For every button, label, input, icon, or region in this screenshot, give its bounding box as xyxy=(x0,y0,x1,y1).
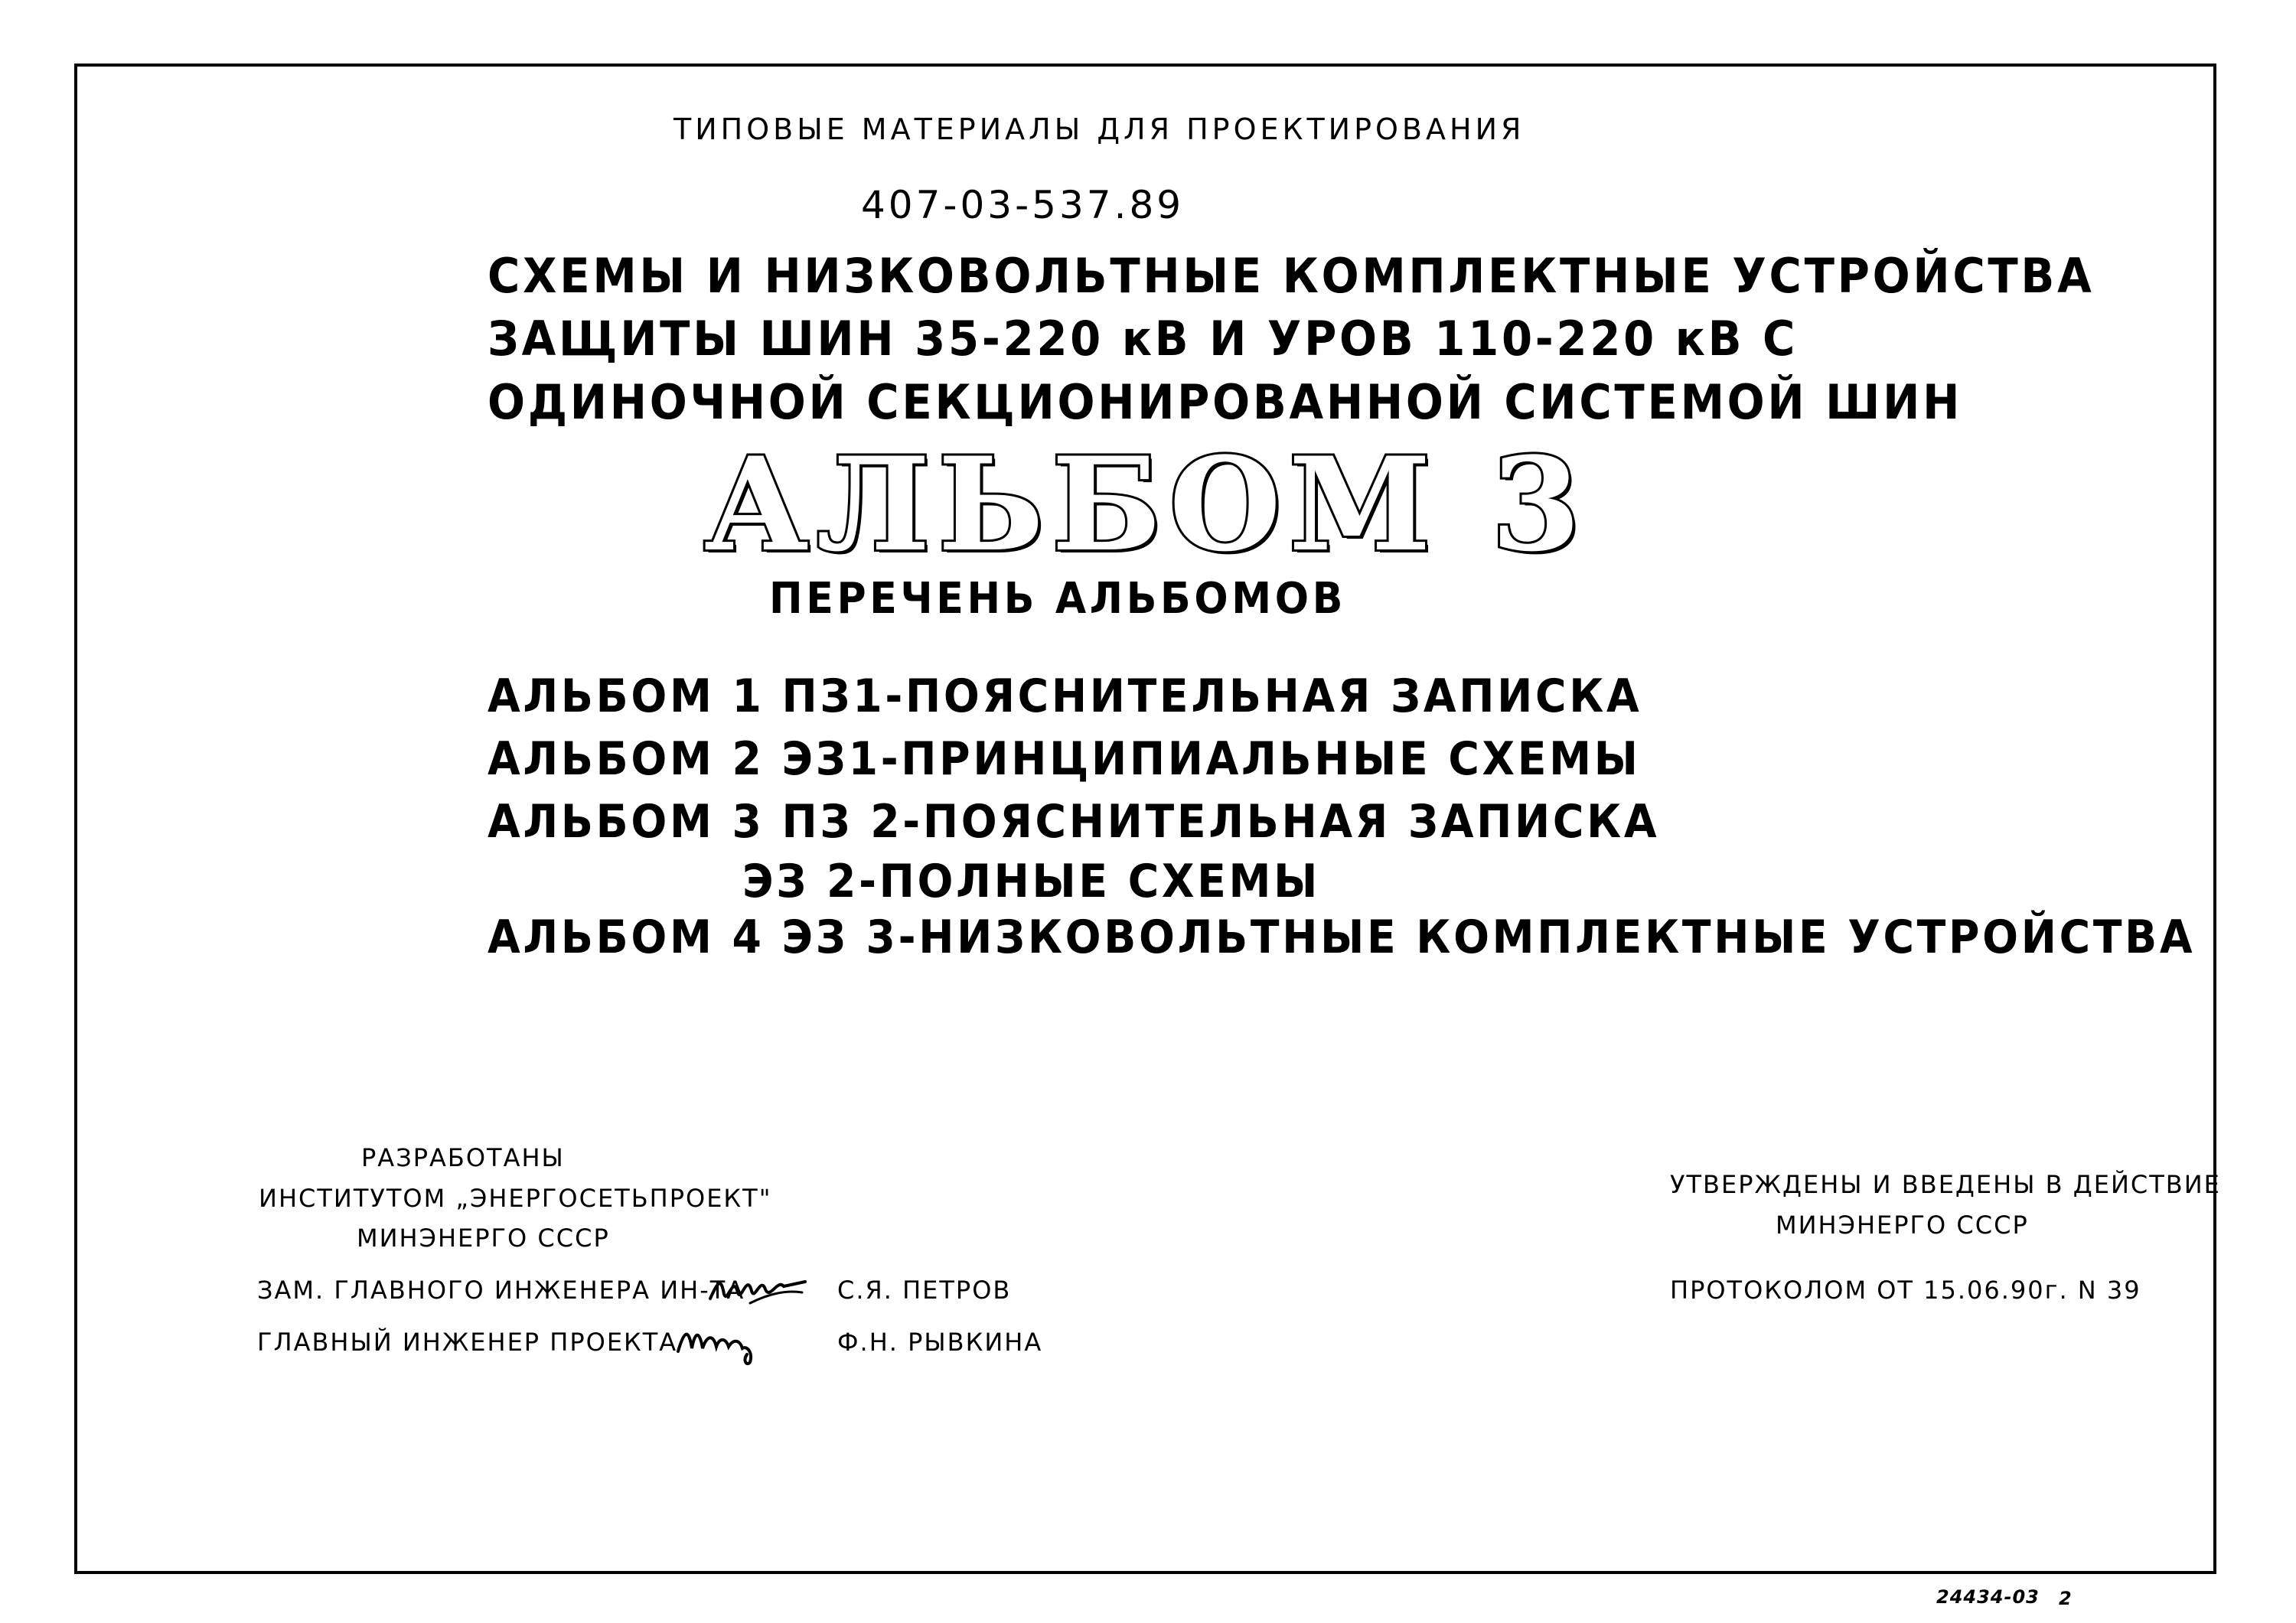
signatory-name-2: Ф.Н. РЫВКИНА xyxy=(837,1328,1043,1357)
album-list-caption: ПЕРЕЧЕНЬ АЛЬБОМОВ xyxy=(769,574,1347,624)
approval-protocol: ПРОТОКОЛОМ ОТ 15.06.90г. N 39 xyxy=(1670,1276,2141,1305)
document-code: 407-03-537.89 xyxy=(861,183,1185,227)
handwritten-signature-1 xyxy=(704,1259,811,1312)
developer-line-1: РАЗРАБОТАНЫ xyxy=(361,1143,565,1172)
album-list-item: АЛЬБОМ 1 ПЗ1-ПОЯСНИТЕЛЬНАЯ ЗАПИСКА xyxy=(488,670,1642,723)
handwritten-signature-2 xyxy=(673,1315,765,1368)
page-number: 2 xyxy=(2059,1588,2072,1609)
album-list-item: АЛЬБОМ 2 ЭЗ1-ПРИНЦИПИАЛЬНЫЕ СХЕМЫ xyxy=(488,732,1641,786)
signatory-role-1: ЗАМ. ГЛАВНОГО ИНЖЕНЕРА ИН-ТА xyxy=(257,1276,745,1305)
subject-line-3: ОДИНОЧНОЙ СЕКЦИОНИРОВАННОЙ СИСТЕМОЙ ШИН xyxy=(488,374,1963,430)
album-title: АЛЬБОМ 3 xyxy=(704,429,1589,580)
developer-line-2: ИНСТИТУТОМ „ЭНЕРГОСЕТЬПРОЕКТ" xyxy=(259,1184,772,1213)
subject-line-2: ЗАЩИТЫ ШИН 35-220 кВ И УРОВ 110-220 кВ С xyxy=(488,311,1799,367)
album-list-item: АЛЬБОМ 3 ПЗ 2-ПОЯСНИТЕЛЬНАЯ ЗАПИСКА xyxy=(488,795,1660,849)
developer-line-3: МИНЭНЕРГО СССР xyxy=(357,1224,610,1253)
signatory-name-1: С.Я. ПЕТРОВ xyxy=(837,1276,1012,1305)
approval-line-1: УТВЕРЖДЕНЫ И ВВЕДЕНЫ В ДЕЙСТВИЕ xyxy=(1670,1170,2221,1199)
signatory-role-2: ГЛАВНЫЙ ИНЖЕНЕР ПРОЕКТА xyxy=(257,1328,678,1357)
series-title: ТИПОВЫЕ МАТЕРИАЛЫ ДЛЯ ПРОЕКТИРОВАНИЯ xyxy=(673,112,1525,146)
inventory-code: 24434-03 xyxy=(1936,1586,2040,1608)
subject-line-1: СХЕМЫ И НИЗКОВОЛЬТНЫЕ КОМПЛЕКТНЫЕ УСТРОЙСТВА xyxy=(488,248,2095,304)
album-list-item: ЭЗ 2-ПОЛНЫЕ СХЕМЫ xyxy=(742,855,1321,908)
album-list-item: АЛЬБОМ 4 ЭЗ 3-НИЗКОВОЛЬТНЫЕ КОМПЛЕКТНЫЕ УСТРОЙСТВА xyxy=(488,911,2196,964)
approval-line-2: МИНЭНЕРГО СССР xyxy=(1776,1211,2029,1240)
